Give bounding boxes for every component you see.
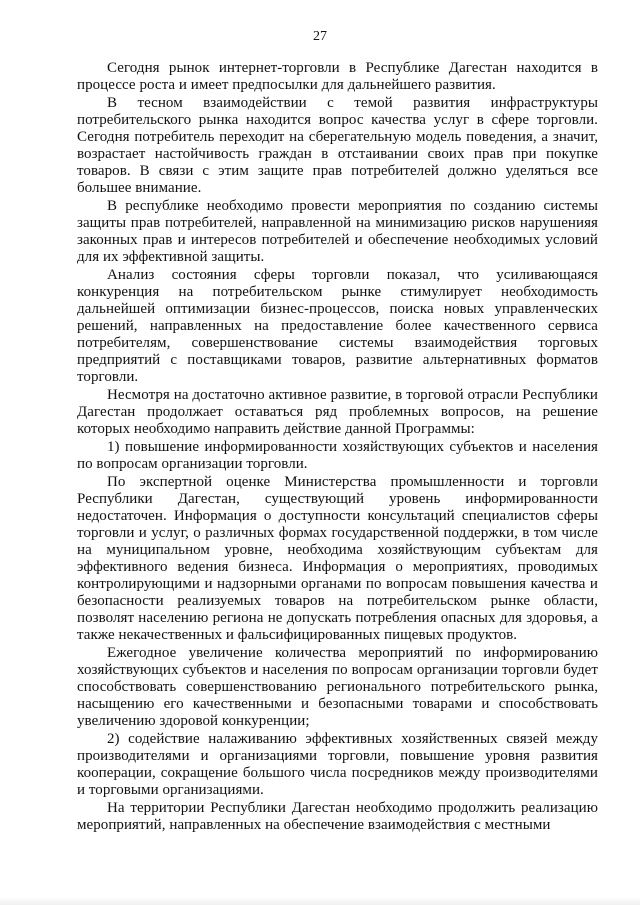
paragraph: По экспертной оценке Министерства промышленности и торговли Республики Дагестан, существующий уровень информированности недостаточен. Информация о доступности консультаций специалистов сферы торговли и услуг, о различных формах государственной поддержки, в том числе на муниципальном уровне, необходима хозяйствующим субъектам для эффективного ведения бизнеса. Информация о мероприятиях, проводимых контролирующими и надзорными органами по вопросам повышения качества и безопасности реализуемых товаров на потребительском рынке области, позволят населению региона не допускать потребления опасных для здоровья, а также некачественных и фальсифицированных пищевых продуктов.: [77, 474, 598, 643]
document-body: [77, 60, 598, 835]
page-number: 27: [313, 29, 327, 44]
paragraph: В тесном взаимодействии с темой развития инфраструктуры потребительского рынка находится вопрос качества услуг в сфере торговли. Сегодня потребитель переходит на сберегательную модель поведения, а значит, возрастает настойчивость граждан в отстаивании своих прав при покупке товаров. В связи с этим защите прав потребителей должно уделяться все большее внимание.: [77, 95, 598, 196]
list-item: 2) содействие налаживанию эффективных хозяйственных связей между производителями и организациями торговли, повышение уровня развития кооперации, сокращение большого числа посредников между производителями и торговыми организациями.: [77, 731, 598, 798]
paragraph: Несмотря на достаточно активное развитие, в торговой отрасли Республики Дагестан продолжает оставаться ряд проблемных вопросов, на решение которых необходимо направить действие данной Программы:: [77, 387, 598, 437]
list-item: 1) повышение информированности хозяйствующих субъектов и населения по вопросам организации торговли.: [77, 439, 598, 472]
paragraph: Ежегодное увеличение количества мероприятий по информированию хозяйствующих субъектов и населения по вопросам организации торговли будет способствовать совершенствованию регионального потребительского рынка, насыщению его качественными и безопасными товарами и способствовать увеличению здоровой конкуренции;: [77, 645, 598, 729]
paragraph: Сегодня рынок интернет-торговли в Республике Дагестан находится в процессе роста и имеет предпосылки для дальнейшего развития.: [77, 60, 598, 93]
paragraph: На территории Республики Дагестан необходимо продолжить реализацию мероприятий, направленных на обеспечение взаимодействия с местными: [77, 800, 598, 833]
scan-edge: [0, 897, 640, 905]
paragraph: В республике необходимо провести мероприятия по созданию системы защиты прав потребителей, направленной на минимизацию рисков нарушенияя законных прав и интересов потребителей и обеспечение необходимых условий для их эффективной защиты.: [77, 198, 598, 265]
paragraph: Анализ состояния сферы торговли показал, что усиливающаяся конкуренция на потребительском рынке стимулирует необходимость дальнейшей оптимизации бизнес-процессов, поиска новых управленческих решений, направленных на предоставление более качественного сервиса потребителям, совершенствование системы взаимодействия торговых предприятий с поставщиками товаров, развитие альтернативных форматов торговли.: [77, 267, 598, 385]
